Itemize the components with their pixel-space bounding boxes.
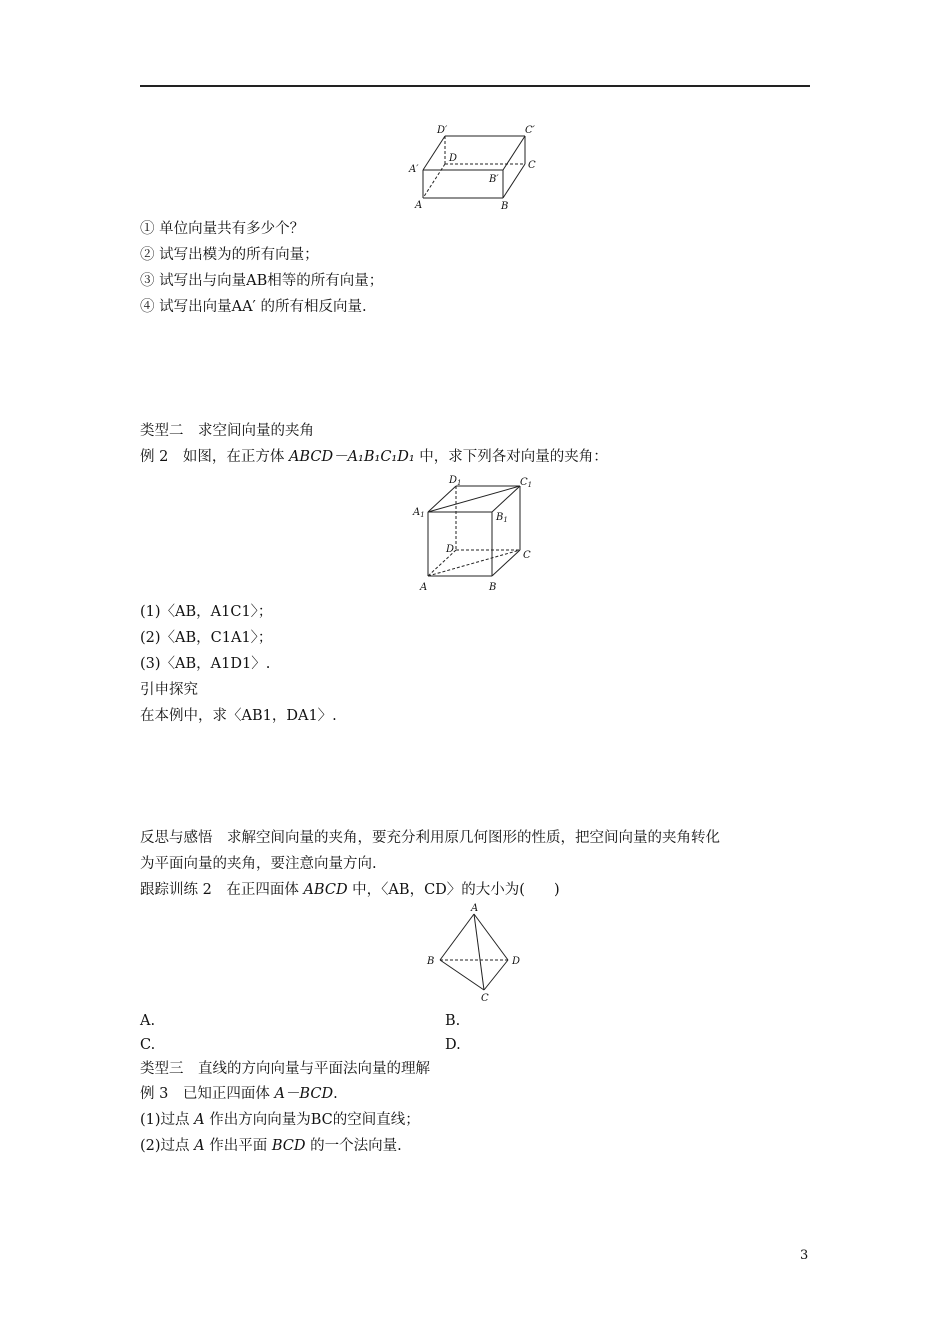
question-2: ② 试写出模为的所有向量；	[140, 247, 319, 263]
label-C: C	[528, 160, 536, 171]
label-D: D	[449, 153, 458, 164]
box-figure	[405, 122, 545, 212]
question-3: ③ 试写出与向量AB相等的所有向量；	[140, 273, 384, 289]
example3-statement	[140, 1084, 338, 1104]
option-c: C.	[140, 1037, 156, 1053]
label-A: A	[471, 903, 479, 914]
example3-suffix: .	[333, 1086, 338, 1102]
item1-prefix: (1)过点	[140, 1112, 195, 1128]
example2-item-1: (1)〈AB，A1C1〉；	[140, 604, 273, 620]
example3-item-2	[140, 1136, 402, 1156]
question-1: ① 单位向量共有多少个？	[140, 221, 305, 237]
example2-item-3: (3)〈AB，A1D1〉.	[140, 656, 271, 672]
label-D: D	[512, 956, 521, 967]
label-Cprime: C′	[525, 125, 535, 136]
example2-item-2: (2)〈AB，C1A1〉；	[140, 630, 273, 646]
reflection-line-1: 反思与感悟 求解空间向量的夹角，要充分利用原几何图形的性质，把空间向量的夹角转化	[140, 830, 720, 846]
example2-suffix: 中，求下列各对向量的夹角：	[414, 449, 608, 465]
label-B: B	[427, 956, 435, 967]
training2-statement	[140, 880, 560, 900]
label-Dprime: D′	[437, 125, 448, 136]
label-A: A	[415, 200, 423, 211]
item2-plane: BCD	[271, 1138, 306, 1154]
label-A: A	[420, 582, 428, 593]
item2-suffix: 的一个法向量.	[305, 1138, 402, 1154]
training2-prefix: 跟踪训练 2 在正四面体	[140, 882, 304, 898]
label-C: C	[523, 550, 531, 561]
item1-point: A	[194, 1112, 205, 1128]
reflection-line-2: 为平面向量的夹角，要注意向量方向.	[140, 856, 377, 872]
label-B: B	[501, 201, 509, 212]
question-4: ④ 试写出向量AA′ 的所有相反向量.	[140, 299, 367, 315]
header-rule	[140, 85, 810, 87]
example2-solid-name: ABCD－A₁B₁C₁D₁	[288, 449, 415, 465]
label-B: B	[489, 582, 497, 593]
extension-text: 在本例中，求〈AB1，DA1〉.	[140, 708, 337, 724]
cube-figure	[410, 472, 550, 594]
label-B1: $B_1$	[496, 512, 508, 524]
item1-suffix: 作出方向向量为BC的空间直线；	[204, 1112, 420, 1128]
item2-point: A	[194, 1138, 205, 1154]
example3-solid-name: A－BCD	[274, 1086, 334, 1102]
type3-heading: 类型三 直线的方向向量与平面法向量的理解	[140, 1061, 430, 1077]
label-D: D	[446, 544, 455, 555]
label-C1: $C_1$	[520, 477, 533, 489]
tetrahedron-figure	[422, 902, 532, 1004]
label-A1: $A_1$	[413, 507, 425, 519]
item2-mid: 作出平面	[204, 1138, 272, 1154]
example2-prefix: 例 2 如图，在正方体	[140, 449, 289, 465]
label-Aprime: A′	[409, 164, 419, 175]
label-Bprime: B′	[489, 174, 499, 185]
item2-prefix: (2)过点	[140, 1138, 195, 1154]
type2-heading: 类型二 求空间向量的夹角	[140, 423, 314, 439]
example2-statement	[140, 447, 608, 467]
option-a: A.	[140, 1013, 156, 1029]
option-b: B.	[445, 1013, 461, 1029]
extension-title: 引申探究	[140, 682, 198, 698]
label-C: C	[481, 993, 489, 1004]
example3-prefix: 例 3 已知正四面体	[140, 1086, 275, 1102]
example3-item-1	[140, 1110, 420, 1130]
page-number: 3	[800, 1248, 809, 1263]
option-d: D.	[445, 1037, 461, 1053]
training2-suffix: 中，〈AB，CD〉的大小为( )	[347, 882, 560, 898]
label-D1: $D_1$	[449, 475, 462, 487]
training2-solid-name: ABCD	[303, 882, 348, 898]
